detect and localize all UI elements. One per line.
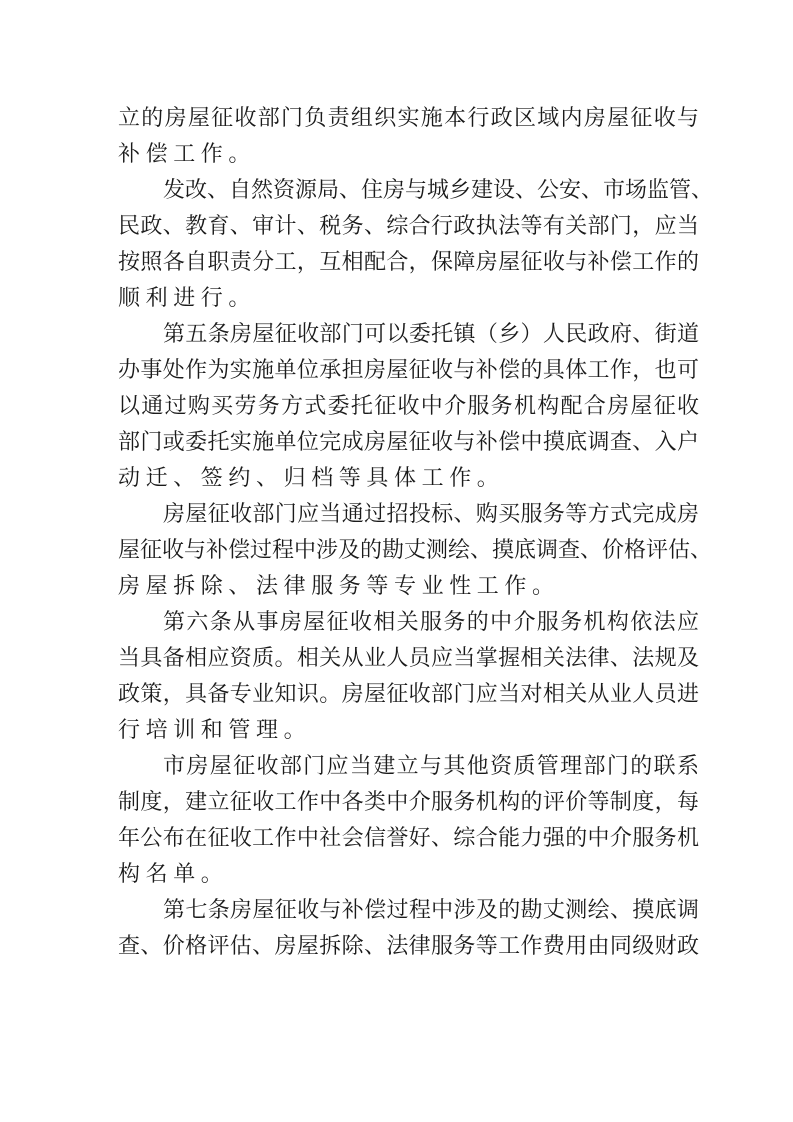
text-line: 顺利进行。: [118, 286, 257, 311]
paragraph: [118, 317, 699, 497]
text-line: 动迁、签约、归档等具体工作。: [118, 466, 505, 491]
text-line: 制度，建立征收工作中各类中介服务机构的评价等制度，每: [118, 790, 699, 815]
text-line: 部门或委托实施单位完成房屋征收与补偿中摸底调查、入户: [118, 430, 699, 455]
text-line: 当具备相应资质。相关从业人员应当掌握相关法律、法规及: [118, 646, 699, 671]
text-line: 办事处作为实施单位承担房屋征收与补偿的具体工作，也可: [118, 358, 699, 383]
text-line: 民政、教育、审计、税务、综合行政执法等有关部门，应当: [118, 214, 699, 239]
text-line: 房屋征收部门应当通过招投标、购买服务等方式完成房: [163, 502, 699, 527]
paragraph: [118, 605, 699, 749]
text-line: 年公布在征收工作中社会信誉好、综合能力强的中介服务机: [118, 826, 699, 851]
text-line: 发改、自然资源局、住房与城乡建设、公安、市场监管、: [163, 178, 714, 203]
text-line: 按照各自职责分工，互相配合，保障房屋征收与补偿工作的: [118, 250, 699, 275]
paragraph: [118, 749, 699, 893]
paragraph: [118, 173, 714, 317]
text-line: 市房屋征收部门应当建立与其他资质管理部门的联系: [163, 754, 699, 779]
document-body: [118, 101, 714, 965]
text-line: 以通过购买劳务方式委托征收中介服务机构配合房屋征收: [118, 394, 699, 419]
paragraph: [118, 497, 713, 605]
paragraph: [118, 101, 699, 173]
text-line: 查、价格评估、房屋拆除、法律服务等工作费用由同级财政: [118, 934, 699, 959]
text-line: 补偿工作。: [118, 142, 257, 167]
text-line: 第六条从事房屋征收相关服务的中介服务机构依法应: [163, 610, 699, 635]
text-line: 第七条房屋征收与补偿过程中涉及的勘丈测绘、摸底调: [163, 898, 699, 923]
text-line: 政策，具备专业知识。房屋征收部门应当对相关从业人员进: [118, 682, 699, 707]
text-line: 立的房屋征收部门负责组织实施本行政区域内房屋征收与: [118, 106, 699, 131]
text-line: 构名单。: [118, 862, 229, 887]
text-line: 屋征收与补偿过程中涉及的勘丈测绘、摸底调查、价格评估、: [118, 538, 713, 563]
paragraph: [118, 893, 699, 965]
text-line: 房屋拆除、法律服务等专业性工作。: [118, 574, 560, 599]
text-line: 行培训和管理。: [118, 718, 312, 743]
text-line: 第五条房屋征收部门可以委托镇（乡）人民政府、街道: [163, 322, 699, 347]
